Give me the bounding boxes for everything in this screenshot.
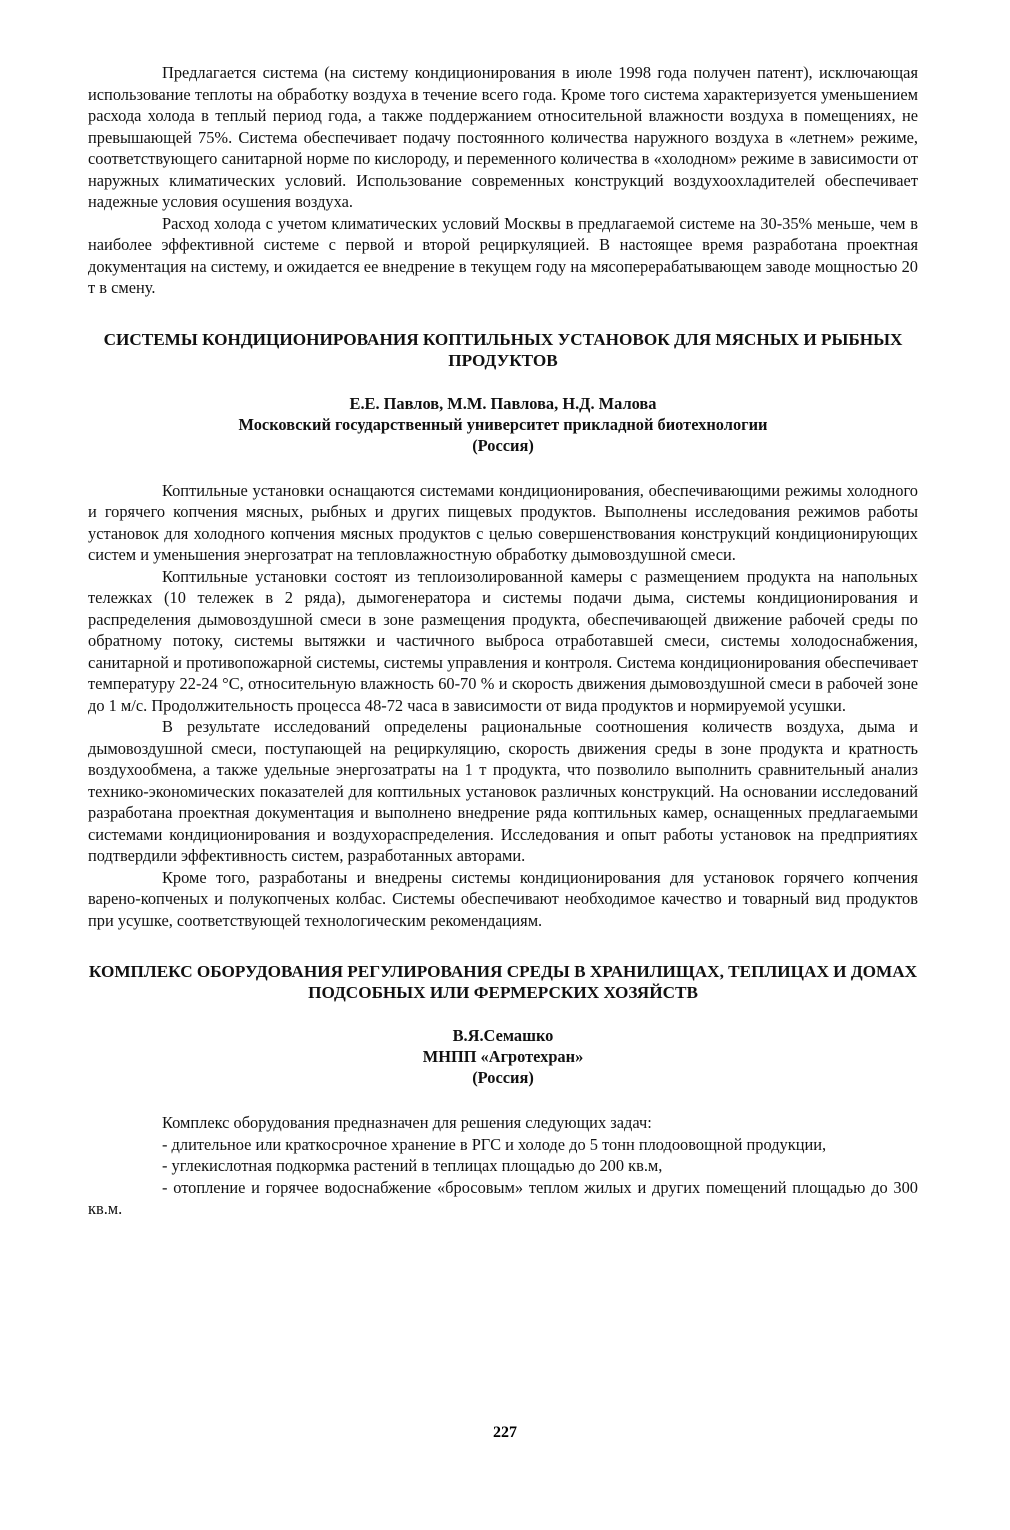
article-block: [88, 961, 918, 1220]
article-affiliation: МНПП «Агротехран»: [422, 1047, 584, 1066]
paragraph: Расход холода с учетом климатических условий Москвы в предлагаемой системе на 30-35% меньше, чем в наиболее эффективной системе с первой и второй рециркуляцией. В настоящее время разработана проектная документация на систему, и ожидается ее внедрение в текущем году на мясоперерабатывающем заводе мощностью 20 т в смену.: [88, 213, 918, 297]
paragraph: В результате исследований определены рациональные соотношения количеств воздуха, дыма и дымовоздушной смеси, поступающей на рециркуляцию, скорость движения среды в зоне продукта и кратность воздухообмена, а также удельные энергозатраты на 1 т продукта, что позволило выполнить сравнительный анализ технико-экономических показателей для коптильных установок различных конструкций. На основании исследований разработана проектная документация и выполнено внедрение ряда коптильных камер, оснащенных предлагаемыми системами кондиционирования и воздухораспределения. Исследования и опыт работы установок на предприятиях подтвердили эффективность систем, разработанных авторами.: [88, 717, 918, 865]
paragraph: Коптильные установки оснащаются системами кондиционирования, обеспечивающими режимы холодного и горячего копчения мясных, рыбных и других пищевых продуктов. Выполнены исследования режимов работы установок для холодного копчения мясных продуктов с целью совершенствования конструкций кондиционирующих систем и уменьшения энергозатрат на тепловлажностную обработку дымовоздушной смеси.: [88, 480, 918, 564]
section-continuation: [88, 62, 918, 299]
paragraph: Предлагается система (на систему кондиционирования в июле 1998 года получен патент), исключающая использование теплоты на обработку воздуха в течение всего года. Кроме того система характеризуется уменьшением расхода холода в теплый период года, а также поддержанием относительной влажности воздуха в помещениях, не превышающей 75%. Система обеспечивает подачу постоянного количества наружного воздуха в «летнем» режиме, соответствующего санитарной норме по кислороду, и переменного количества в «холодном» режиме в зависимости от наружных климатических условий. Использование современных конструкций воздухоохладителей обеспечивает надежные условия осушения воздуха.: [88, 63, 918, 211]
list-item: - углекислотная подкормка растений в теплицах площадью до 200 кв.м,: [162, 1156, 663, 1175]
paragraph: Кроме того, разработаны и внедрены системы кондиционирования для установок горячего копчения варено-копченых и полукопченых колбас. Системы обеспечивают необходимое качество и товарный вид продуктов при усушке, соответствующей технологическим рекомендациям.: [88, 867, 918, 930]
article-block: [88, 329, 918, 932]
article-country: (Россия): [472, 1068, 534, 1087]
article-country: (Россия): [472, 435, 534, 455]
page-number: 227: [493, 1424, 517, 1441]
article-title: КОМПЛЕКС ОБОРУДОВАНИЯ РЕГУЛИРОВАНИЯ СРЕДЫ В ХРАНИЛИЩАХ, ТЕПЛИЦАХ И ДОМАХ ПОДСОБНЫХ ИЛИ ФЕРМЕРСКИХ ХОЗЯЙСТВ: [88, 962, 918, 1002]
article-authors: В.Я.Семашко: [452, 1026, 554, 1045]
article-authors: Е.Е. Павлов, М.М. Павлова, Н.Д. Малова: [349, 393, 657, 413]
article-title: СИСТЕМЫ КОНДИЦИОНИРОВАНИЯ КОПТИЛЬНЫХ УСТАНОВОК ДЛЯ МЯСНЫХ И РЫБНЫХ ПРОДУКТОВ: [103, 329, 903, 370]
list-item: - отопление и горячее водоснабжение «бросовым» теплом жилых и других помещений площадью до 300 кв.м.: [88, 1177, 918, 1218]
document-page: [88, 62, 918, 1220]
paragraph: Комплекс оборудования предназначен для решения следующих задач:: [162, 1113, 652, 1132]
article-affiliation: Московский государственный университет прикладной биотехнологии: [238, 414, 768, 434]
paragraph: Коптильные установки состоят из теплоизолированной камеры с размещением продукта на напольных тележках (10 тележек в 2 ряда), дымогенератора и системы подачи дыма, системы кондиционирования и распределения дымовоздушной смеси в зоне размещения продукта, обеспечивающей движение рабочей среды по обратному потоку, системы вытяжки и частичного выброса отработавшей смеси, системы холодоснабжения, санитарной и противопожарной системы, системы управления и контроля. Система кондиционирования обеспечивает температуру 22-24 °С, относительную влажность 60-70 % и скорость движения дымовоздушной смеси в рабочей зоне до 1 м/с. Продолжительность процесса 48-72 часа в зависимости от вида продуктов и нормируемой усушки.: [88, 566, 918, 715]
list-item: - длительное или краткосрочное хранение в РГС и холоде до 5 тонн плодоовощной продукции,: [162, 1134, 827, 1154]
